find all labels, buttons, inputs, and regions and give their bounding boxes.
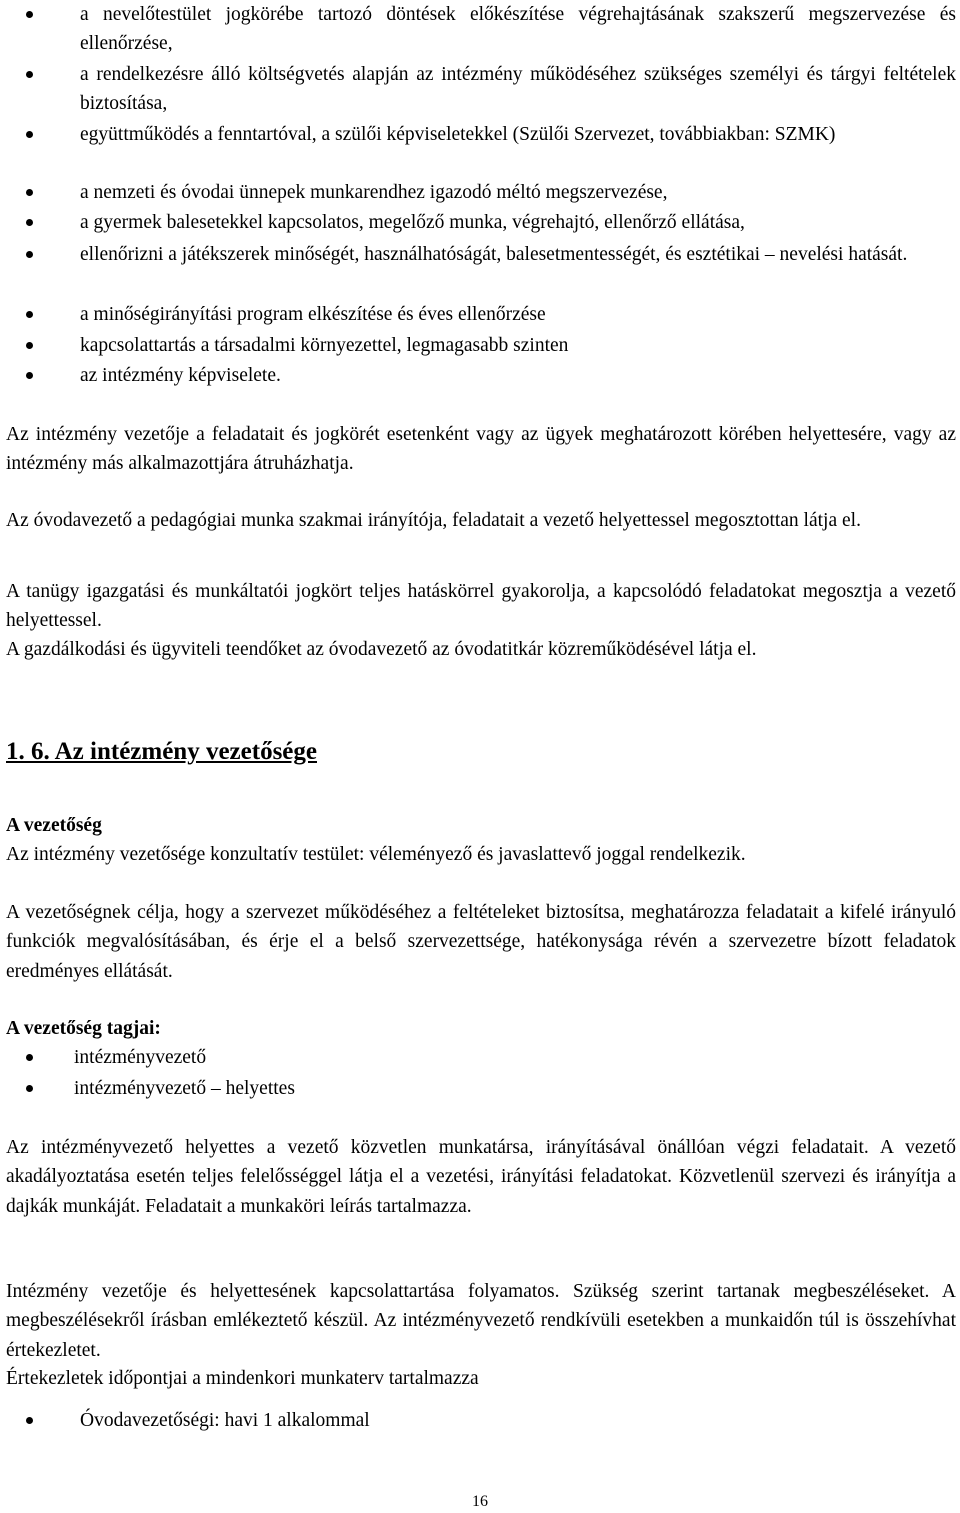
page-number: 16 (472, 1493, 488, 1510)
bullet-icon (26, 1085, 33, 1092)
bullet-icon (26, 251, 33, 258)
list-item: kapcsolattartás a társadalmi környezettel, legmagasabb szinten (6, 331, 956, 360)
list-item: intézményvezető – helyettes (6, 1074, 954, 1103)
contact-paragraph: Intézmény vezetője és helyettesének kapcsolattartása folyamatos. Szükség szerint tartanak megbeszéléseket. A megbeszélésekről írásban emlékeztető készül. Az intézményvezető rendkívüli esetekben a munkaidőn túl is összehívhat értekezletet. (6, 1281, 956, 1361)
list-item: Óvodavezetőségi: havi 1 alkalommal (6, 1406, 956, 1435)
bullet-icon (26, 131, 33, 138)
paragraph-delegation: Az intézmény vezetője a feladatait és jogkörét esetenként vagy az ügyek meghatározott körében helyettesére, vagy az intézmény más alkalmazottjára átruházhatja. (6, 424, 956, 475)
bullet-icon (26, 372, 33, 379)
list-item: az intézmény képviselete. (6, 361, 956, 390)
list-item: ellenőrizni a játékszerek minőségét, használhatóságát, balesetmentességét, és esztétikai – nevelési hatását. (6, 240, 956, 269)
section-heading: 1. 6. Az intézmény vezetősége (6, 738, 317, 765)
list-item: a gyermek balesetekkel kapcsolatos, megelőző munka, végrehajtó, ellenőrző ellátása, (6, 208, 956, 237)
list-item: a minőségirányítási program elkészítése és éves ellenőrzése (6, 300, 956, 329)
list-item: együttműködés a fenntartóval, a szülői képviseletekkel (Szülői Szervezet, továbbiakban: SZMK) (6, 120, 956, 149)
bullet-icon (26, 71, 33, 78)
list-item: a rendelkezésre álló költségvetés alapján az intézmény működéséhez szükséges személyi és tárgyi feltételek biztosítása, (6, 60, 956, 119)
bullet-icon (26, 1054, 33, 1061)
list-item: a nevelőtestület jogkörébe tartozó döntések előkészítése végrehajtásának szakszerű megszervezése és ellenőrzése, (6, 0, 956, 59)
paragraph-head-role: Az óvodavezető a pedagógiai munka szakmai irányítója, feladatait a vezető helyettessel megosztottan látja el. (6, 510, 861, 531)
list-item: intézményvezető (6, 1043, 954, 1072)
bullet-icon (26, 219, 33, 226)
meetings-line: Értekezletek időpontjai a mindenkori munkaterv tartalmazza (6, 1368, 479, 1389)
leadership-paragraph-2: A vezetőségnek célja, hogy a szervezet működéséhez a feltételeket biztosítsa, meghatározza feladatait a kifelé irányuló funkciók megvalósításában, és érje el a belső szervezettsége, hatékonysága révén a szervezetre bízott feladatok eredményes ellátását. (6, 902, 956, 982)
bullet-icon (26, 11, 33, 18)
deputy-paragraph: Az intézményvezető helyettes a vezető közvetlen munkatársa, irányításával önállóan végzi feladatait. A vezető akadályoztatása esetén teljes felelősséggel látja el a vezetési, irányítási feladatokat. Közvetlenül szervezi és irányítja a dajkák munkáját. Feladatait a munkaköri leírás tartalmazza. (6, 1137, 956, 1217)
paragraph-administration: A gazdálkodási és ügyviteli teendőket az óvodavezető az óvodatitkár közreműködésével látja el. (6, 639, 757, 660)
bullet-icon (26, 342, 33, 349)
leadership-heading: A vezetőség (6, 815, 102, 836)
leadership-paragraph-1: Az intézmény vezetősége konzultatív testület: véleményező és javaslattevő joggal rendelkezik. (6, 844, 746, 865)
list-item: a nemzeti és óvodai ünnepek munkarendhez igazodó méltó megszervezése, (6, 178, 956, 207)
members-heading: A vezetőség tagjai: (6, 1018, 161, 1039)
bullet-icon (26, 1417, 33, 1424)
bullet-icon (26, 189, 33, 196)
paragraph-authority: A tanügy igazgatási és munkáltatói jogkört teljes hatáskörrel gyakorolja, a kapcsolódó feladatokat megosztja a vezető helyettessel. (6, 581, 956, 632)
bullet-icon (26, 311, 33, 318)
